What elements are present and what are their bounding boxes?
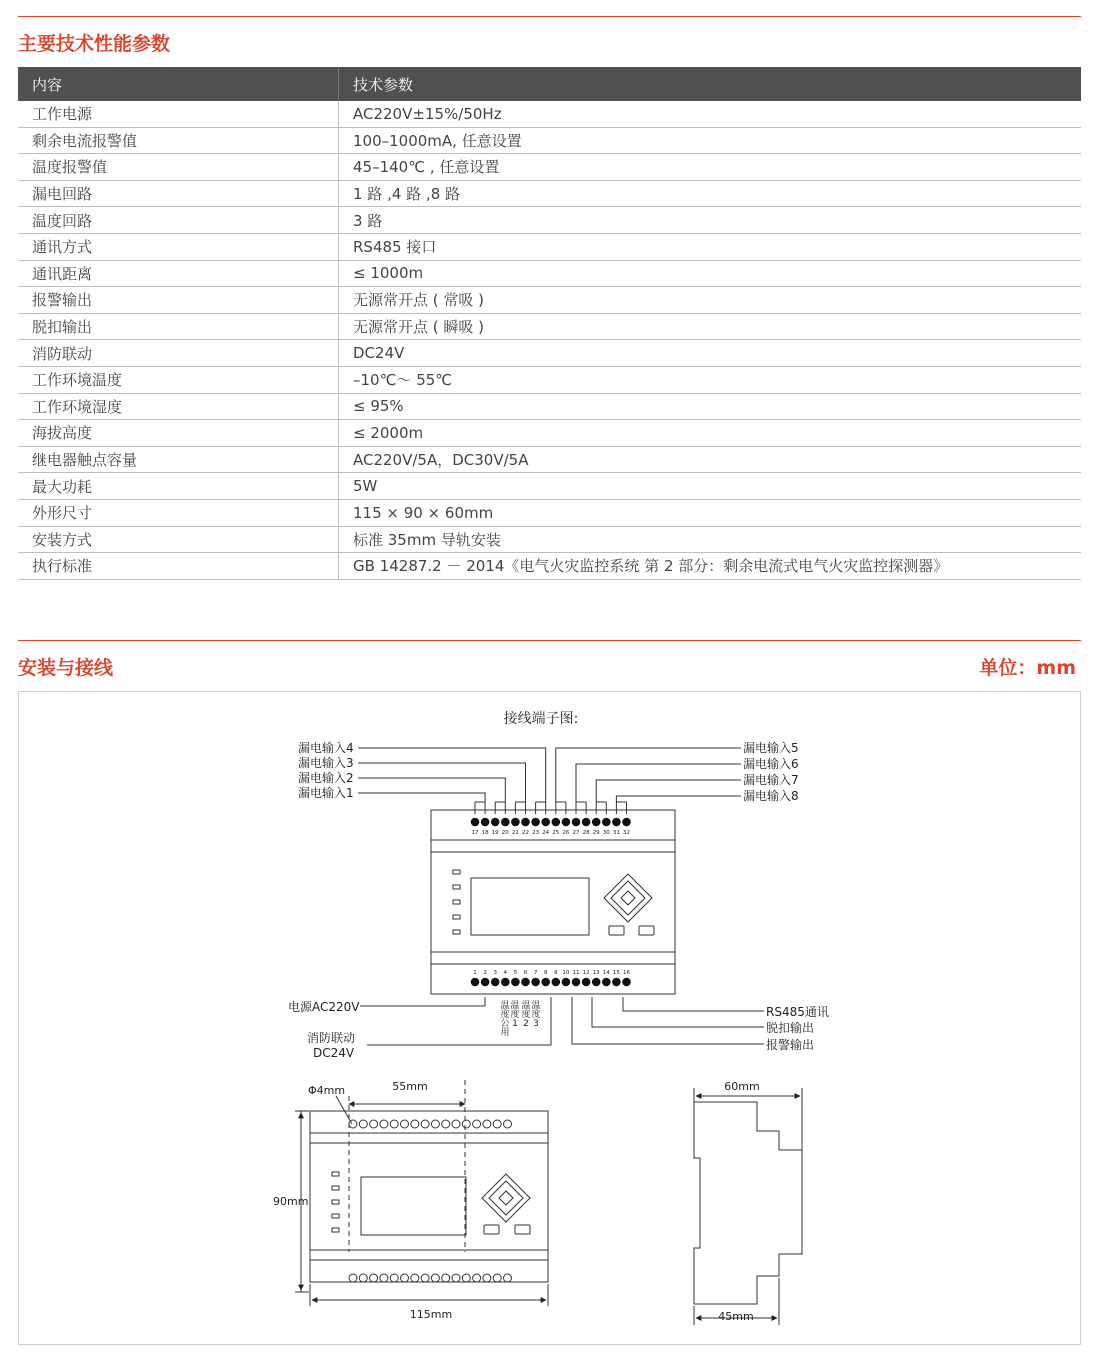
mounting-hole [504,1274,512,1282]
mounting-hole [421,1120,429,1128]
bottom-terminal-number: 12 [582,970,590,976]
bottom-terminal-dot [552,978,561,987]
bottom-terminal-dot [491,978,500,987]
spec-item: 通讯距离 [18,260,339,287]
spec-row [18,340,1081,367]
top-terminal-dot [552,818,561,827]
spec-item: 温度报警值 [18,154,339,181]
button-1 [609,926,624,935]
mounting-hole [493,1120,501,1128]
spec-row [18,420,1081,447]
top-terminal-number: 29 [592,830,600,836]
temperature-label-char: 度 [500,1010,510,1020]
spec-value: 5W [339,473,1082,500]
temperature-labels [500,1000,540,1038]
mounting-hole [493,1274,501,1282]
fire-link-voltage: DC24V [313,1046,355,1060]
unit-label: 单位：mm [979,657,1076,679]
spec-value: AC220V/5A，DC30V/5A [339,446,1082,473]
leakage-input-label: 漏电输入6 [743,757,799,771]
top-terminal-dot [541,818,550,827]
spec-row [18,526,1081,553]
spec-item: 报警输出 [18,287,339,314]
top-terminal-number: 18 [481,830,489,836]
fire-link-label: 消防联动 [307,1031,356,1045]
mounting-hole [370,1274,378,1282]
spec-value: 45–140℃ , 任意设置 [339,154,1082,181]
mounting-hole [452,1274,460,1282]
spec-item: 消防联动 [18,340,339,367]
mounting-hole [504,1120,512,1128]
spec-value: 100–1000mA, 任意设置 [339,127,1082,154]
bottom-terminal-dot [471,978,480,987]
spec-table [18,67,1081,580]
depth-label: 60mm [724,1080,760,1093]
trip-output-label: 脱扣输出 [766,1021,815,1035]
mounting-hole [390,1120,398,1128]
temperature-label-char: 度 [510,1010,520,1020]
spec-item: 继电器触点容量 [18,446,339,473]
bottom-terminal-number: 10 [562,970,570,976]
leakage-input-line [358,778,505,814]
top-terminal-dot [592,818,601,827]
spec-value: 3 路 [339,207,1082,234]
leakage-input-label: 漏电输入7 [743,773,799,787]
bottom-terminal-number: 4 [503,970,508,976]
spec-row [18,393,1081,420]
top-terminal-number: 28 [582,830,590,836]
bottom-wiring [360,997,764,1045]
spec-value: 无源常开点 ( 瞬吸 ) [339,313,1082,340]
spec-row [18,366,1081,393]
bottom-terminal-number: 16 [623,970,630,976]
bottom-terminal-dot [481,978,490,987]
mounting-hole [401,1120,409,1128]
top-terminal-dot [572,818,581,827]
bottom-rail [431,952,675,964]
top-terminal-dot [612,818,621,827]
bottom-terminal-number: 3 [493,970,497,976]
top-terminal-number: 21 [511,830,519,836]
spec-row [18,313,1081,340]
spec-item: 海拔高度 [18,420,339,447]
section-rule-specs [18,16,1081,17]
bottom-terminal-number: 13 [592,970,600,976]
top-terminals [471,818,631,836]
spec-value: ≤ 1000m [339,260,1082,287]
spec-item: 工作环境温度 [18,366,339,393]
lcd-screen [471,878,589,935]
mounting-hole [462,1274,470,1282]
wiring-diagram-panel [18,691,1081,1345]
temperature-label-char: 2 [523,1019,529,1029]
spec-value: –10℃～ 55℃ [339,366,1082,393]
leakage-input-label: 漏电输入4 [298,741,354,755]
spec-value: ≤ 2000m [339,420,1082,447]
leakage-input-label: 漏电输入8 [743,789,799,803]
top-terminal-dot [531,818,540,827]
spec-row [18,207,1081,234]
leakage-input-line [358,748,546,814]
install-section-title: 安装与接线 [18,657,114,679]
temperature-label-char: 温 [531,1001,541,1011]
top-terminal-number: 25 [552,830,560,836]
mounting-hole [431,1274,439,1282]
bottom-terminal-dot [572,978,581,987]
spec-item: 工作环境湿度 [18,393,339,420]
mounting-hole [401,1274,409,1282]
top-terminal-number: 23 [532,830,540,836]
mounting-hole [442,1274,450,1282]
bottom-terminal-dot [612,978,621,987]
bottom-terminal-number: 5 [513,970,518,976]
mounting-hole [421,1274,429,1282]
leakage-input-line [616,796,741,814]
top-terminal-number: 27 [572,830,580,836]
temperature-label-char: 公 [500,1019,510,1029]
bottom-terminal-dot [582,978,591,987]
leakage-input-label: 漏电输入3 [298,756,354,770]
spec-table-header [18,67,1081,101]
bottom-terminal-dot [541,978,550,987]
mounting-hole [411,1274,419,1282]
leakage-inputs-right [556,740,799,814]
led-indicators [453,870,460,934]
spec-row [18,154,1081,181]
mounting-hole [462,1120,470,1128]
bottom-terminal-number: 14 [602,970,610,976]
top-terminal-dot [511,818,520,827]
spec-row [18,127,1081,154]
alarm-output-label: 报警输出 [766,1038,815,1052]
top-terminal-number: 19 [491,830,499,836]
bottom-terminal-number: 7 [533,970,538,976]
bottom-terminal-dot [511,978,520,987]
top-terminal-number: 32 [623,830,630,836]
bottom-terminal-dot [622,978,631,987]
top-terminal-dot [602,818,611,827]
top-terminal-dot [521,818,530,827]
spec-value: AC220V±15%/50Hz [339,101,1082,127]
bottom-terminals [471,970,631,986]
spec-value: GB 14287.2 － 2014《电气火灾监控系统 第 2 部分：剩余电流式电气火灾监控探测器》 [339,553,1082,580]
mounting-hole [452,1120,460,1128]
spec-value: 标准 35mm 导轨安装 [339,526,1082,553]
spec-item: 外形尺寸 [18,499,339,526]
width-label: 115mm [409,1308,453,1321]
mounting-hole [370,1120,378,1128]
spacing-label: 55mm [392,1080,428,1093]
spec-value: DC24V [339,340,1082,367]
top-terminal-number: 30 [602,830,610,836]
mounting-hole [359,1274,367,1282]
spec-header-value: 技术参数 [339,67,1082,101]
leakage-input-label: 漏电输入1 [298,786,354,800]
spec-item: 最大功耗 [18,473,339,500]
front-dimension-view [295,1080,548,1306]
spec-value: 115 × 90 × 60mm [339,499,1082,526]
top-terminal-number: 31 [612,830,620,836]
bottom-terminal-dot [531,978,540,987]
spec-row [18,260,1081,287]
section-rule-install [18,640,1081,641]
spec-row [18,446,1081,473]
top-terminal-dot [471,818,480,827]
bottom-terminal-number: 15 [612,970,620,976]
leakage-input-line [358,763,526,814]
bottom-terminal-dot [592,978,601,987]
temperature-label-char: 温 [500,1001,510,1011]
top-terminal-number: 17 [471,830,479,836]
bottom-terminal-number: 8 [543,970,548,976]
specs-section-title: 主要技术性能参数 [18,33,171,55]
spec-row [18,473,1081,500]
hole-diameter-label: Φ4mm [308,1084,346,1097]
top-terminal-number: 24 [542,830,550,836]
wiring-diagram [19,692,1080,1344]
spec-item: 执行标准 [18,553,339,580]
leakage-input-line [358,793,485,814]
spec-row [18,180,1081,207]
spec-item: 工作电源 [18,101,339,127]
bottom-terminal-number: 11 [572,970,580,976]
spec-row [18,499,1081,526]
top-terminal-number: 26 [562,830,570,836]
navigation-keypad [604,874,652,922]
spec-value: ≤ 95% [339,393,1082,420]
mounting-hole [483,1120,491,1128]
bottom-terminal-number: 2 [483,970,487,976]
bottom-terminal-dot [602,978,611,987]
top-terminal-number: 20 [501,830,509,836]
base-label: 45mm [718,1310,754,1323]
spec-item: 脱扣输出 [18,313,339,340]
leakage-input-label: 漏电输入2 [298,771,354,785]
spec-row [18,233,1081,260]
mounting-hole [473,1274,481,1282]
bottom-terminal-dot [562,978,571,987]
spec-row [18,287,1081,314]
mounting-hole [380,1274,388,1282]
spec-row [18,553,1081,580]
top-terminal-dot [501,818,510,827]
mounting-hole [380,1120,388,1128]
top-terminal-number: 22 [522,830,529,836]
temperature-label-char: 温 [521,1001,531,1011]
temperature-label-char: 1 [512,1019,518,1029]
spec-value: 无源常开点 ( 常吸 ) [339,287,1082,314]
mounting-hole [349,1120,357,1128]
spec-header-item: 内容 [18,67,339,101]
device-front-view [431,810,675,994]
spec-row [18,101,1081,127]
bottom-terminal-dot [501,978,510,987]
leakage-input-line [556,748,741,814]
bottom-terminal-number: 9 [554,970,558,976]
mounting-hole [431,1120,439,1128]
temperature-label-char: 3 [533,1019,539,1029]
mounting-hole [411,1120,419,1128]
mounting-hole [483,1274,491,1282]
leakage-inputs-left [298,740,546,814]
bottom-terminal-dot [521,978,530,987]
leakage-input-label: 漏电输入5 [743,741,799,755]
top-terminal-dot [562,818,571,827]
power-label: 电源AC220V [288,1000,360,1014]
top-terminal-dot [582,818,591,827]
leakage-input-line [576,764,741,814]
top-rail [431,840,675,852]
temperature-label-char: 度 [521,1010,531,1020]
leakage-input-line [596,780,741,814]
temperature-label-char: 度 [531,1010,541,1020]
bottom-terminal-number: 1 [473,970,477,976]
top-terminal-dot [481,818,490,827]
top-terminal-dot [491,818,500,827]
mounting-hole [473,1120,481,1128]
button-2 [639,926,654,935]
rs485-label: RS485通讯 [766,1005,829,1019]
height-label: 90mm [273,1195,309,1208]
mounting-hole [390,1274,398,1282]
spec-item: 漏电回路 [18,180,339,207]
spec-item: 安装方式 [18,526,339,553]
mounting-hole [359,1120,367,1128]
mounting-holes-top [349,1120,512,1128]
spec-item: 剩余电流报警值 [18,127,339,154]
side-dimension-view [694,1088,802,1325]
bottom-terminal-number: 6 [523,970,528,976]
spec-value: RS485 接口 [339,233,1082,260]
temperature-label-char: 用 [500,1028,510,1038]
device-face [431,852,675,952]
mounting-holes-bottom [349,1274,512,1282]
top-terminal-dot [622,818,631,827]
spec-value: 1 路 ,4 路 ,8 路 [339,180,1082,207]
mounting-hole [442,1120,450,1128]
mounting-hole [349,1274,357,1282]
spec-item: 温度回路 [18,207,339,234]
spec-item: 通讯方式 [18,233,339,260]
diagram-title: 接线端子图: [503,711,579,727]
temperature-label-char: 温 [510,1001,520,1011]
